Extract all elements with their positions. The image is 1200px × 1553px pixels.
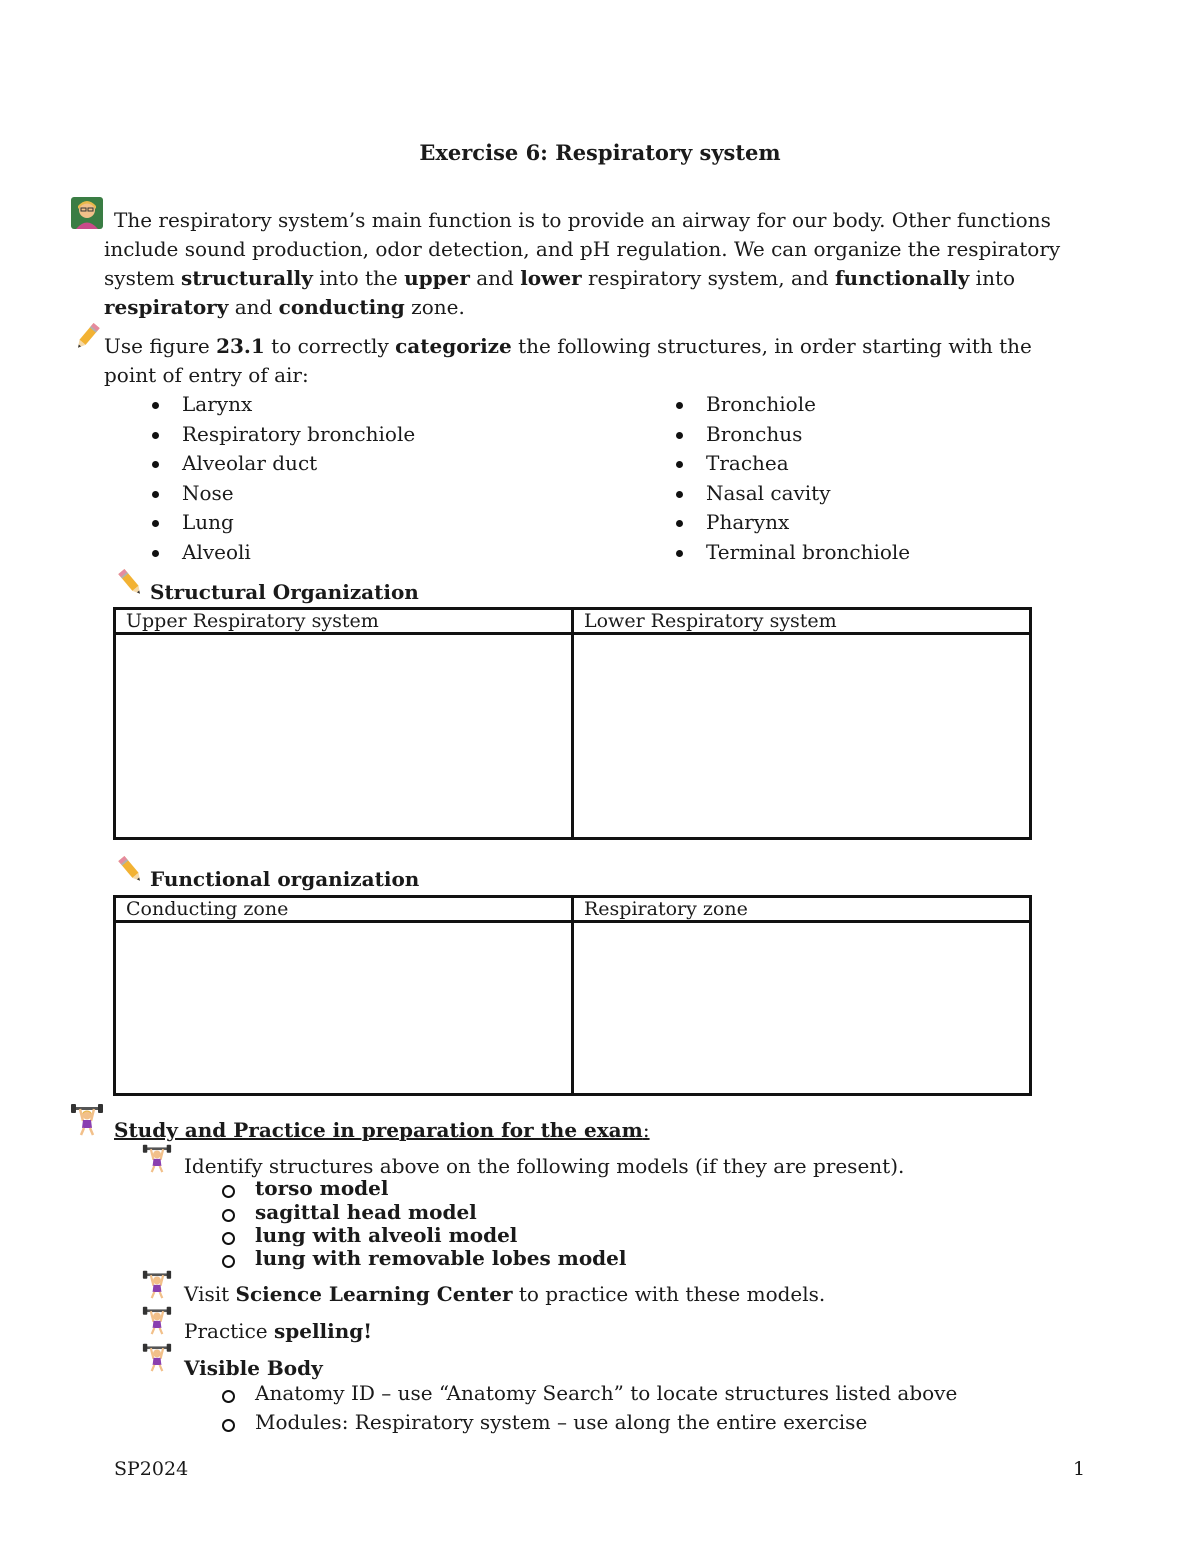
- table-header-conducting: Conducting zone: [115, 897, 573, 922]
- structural-heading: Structural Organization: [150, 580, 419, 604]
- list-item: Alveolar duct: [148, 449, 415, 479]
- model-item: sagittal head model: [255, 1200, 477, 1224]
- list-item: Trachea: [672, 449, 910, 479]
- table-header-respiratory: Respiratory zone: [573, 897, 1031, 922]
- practice-text: Practice spelling!: [184, 1319, 373, 1343]
- study-heading: Study and Practice in preparation for the exam: [114, 1118, 643, 1142]
- list-item: Larynx: [148, 390, 415, 420]
- structures-list-left: [148, 390, 415, 568]
- list-item: Terminal bronchiole: [672, 538, 910, 568]
- page-number: 1: [1073, 1458, 1086, 1480]
- visible-body-text: Visible Body: [184, 1356, 323, 1380]
- list-item: Alveoli: [148, 538, 415, 568]
- table-header-lower: Lower Respiratory system: [573, 609, 1031, 634]
- pencil-icon: [114, 853, 148, 887]
- list-item: Nasal cavity: [672, 479, 910, 509]
- functional-heading: Functional organization: [150, 867, 420, 891]
- conducting-answer-cell[interactable]: [115, 922, 573, 1095]
- weightlifter-icon: [142, 1304, 172, 1336]
- model-item: lung with alveoli model: [255, 1223, 518, 1247]
- structural-table: [113, 607, 1032, 840]
- list-item: Nose: [148, 479, 415, 509]
- pencil-icon: [70, 320, 104, 354]
- circle-bullet-icon: [222, 1185, 235, 1198]
- vb-item: Modules: Respiratory system – use along the entire exercise: [255, 1410, 868, 1434]
- circle-bullet-icon: [222, 1419, 235, 1432]
- list-item: Lung: [148, 508, 415, 538]
- circle-bullet-icon: [222, 1255, 235, 1268]
- respiratory-answer-cell[interactable]: [573, 922, 1031, 1095]
- circle-bullet-icon: [222, 1390, 235, 1403]
- intro-paragraph: The respiratory system’s main function is to provide an airway for our body. Other functions include sound production, odor detection, and pH regulation. We can organize the respiratory system structurally into the upper and lower respiratory system, and functionally into respiratory and conducting zone.: [104, 208, 1061, 319]
- circle-bullet-icon: [222, 1209, 235, 1222]
- weightlifter-icon: [70, 1102, 104, 1136]
- model-item: lung with removable lobes model: [255, 1246, 627, 1270]
- visit-text: Visit Science Learning Center to practice with these models.: [184, 1282, 826, 1306]
- weightlifter-icon: [142, 1142, 172, 1174]
- identify-text: Identify structures above on the following models (if they are present).: [184, 1154, 905, 1178]
- pencil-icon: [114, 566, 148, 600]
- footer-term: SP2024: [114, 1458, 189, 1480]
- list-item: Bronchiole: [672, 390, 910, 420]
- table-header-upper: Upper Respiratory system: [115, 609, 573, 634]
- circle-bullet-icon: [222, 1232, 235, 1245]
- vb-item: Anatomy ID – use “Anatomy Search” to locate structures listed above: [255, 1381, 958, 1405]
- list-item: Respiratory bronchiole: [148, 420, 415, 450]
- page-title: Exercise 6: Respiratory system: [419, 140, 781, 165]
- structures-list-right: [672, 390, 910, 568]
- teacher-icon: [70, 196, 104, 230]
- upper-answer-cell[interactable]: [115, 634, 573, 839]
- list-item: Pharynx: [672, 508, 910, 538]
- model-item: torso model: [255, 1176, 389, 1200]
- weightlifter-icon: [142, 1341, 172, 1373]
- list-item: Bronchus: [672, 420, 910, 450]
- study-heading-row: Study and Practice in preparation for the exam:: [114, 1118, 650, 1142]
- functional-table: [113, 895, 1032, 1096]
- lower-answer-cell[interactable]: [573, 634, 1031, 839]
- weightlifter-icon: [142, 1268, 172, 1300]
- instruction-paragraph: Use figure 23.1 to correctly categorize the following structures, in order starting with the point of entry of air:: [104, 334, 1032, 387]
